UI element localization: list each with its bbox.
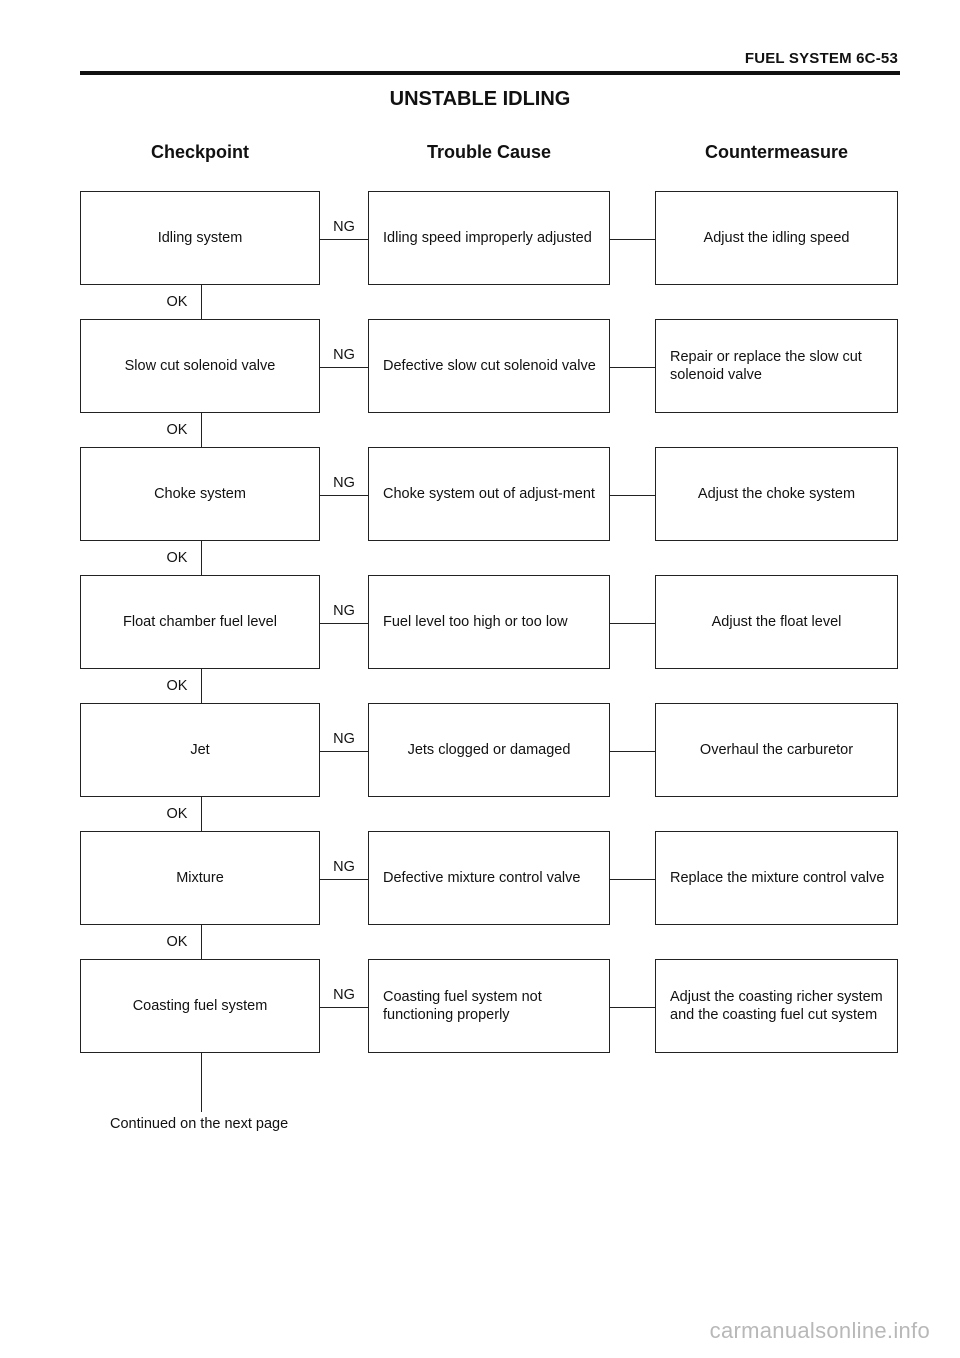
trouble-cause-label: Choke system out of adjust-ment [383, 486, 595, 502]
countermeasure-label: Adjust the choke system [697, 486, 856, 502]
trouble-cause-box [368, 703, 610, 797]
countermeasure-connector [610, 623, 655, 624]
column-header-countermeasure: Countermeasure [704, 142, 849, 162]
trouble-cause-label: Defective mixture control valve [383, 870, 581, 886]
countermeasure-box [655, 447, 898, 541]
checkpoint-label: Jet [190, 742, 210, 758]
ng-connector [320, 239, 368, 240]
continued-note: Continued on the next page [110, 1116, 289, 1132]
ok-label: OK [166, 806, 188, 822]
ng-label: NG [333, 731, 355, 747]
trouble-cause-box [368, 959, 610, 1053]
ng-label: NG [333, 987, 355, 1003]
checkpoint-label: Choke system [154, 486, 246, 502]
checkpoint-label: Coasting fuel system [132, 998, 268, 1014]
ng-connector [320, 495, 368, 496]
column-header-trouble-cause: Trouble Cause [426, 142, 552, 162]
ok-label: OK [166, 422, 188, 438]
trouble-cause-label: Idling speed improperly adjusted [383, 230, 592, 246]
countermeasure-label: Overhaul the carburetor [699, 742, 854, 758]
trouble-cause-label: Jets clogged or damaged [407, 742, 571, 758]
trouble-cause-box [368, 191, 610, 285]
countermeasure-label: Adjust the float level [711, 614, 842, 630]
checkpoint-box [80, 703, 320, 797]
checkpoint-label: Float chamber fuel level [123, 614, 277, 630]
checkpoint-box [80, 447, 320, 541]
trouble-cause-box [368, 319, 610, 413]
countermeasure-connector [610, 239, 655, 240]
ok-connector [201, 285, 202, 319]
countermeasure-connector [610, 1007, 655, 1008]
countermeasure-box [655, 703, 898, 797]
ng-connector [320, 623, 368, 624]
countermeasure-connector [610, 367, 655, 368]
ng-connector [320, 1007, 368, 1008]
ok-label: OK [166, 550, 188, 566]
checkpoint-box [80, 191, 320, 285]
countermeasure-connector [610, 879, 655, 880]
trouble-cause-label: Coasting fuel system not functioning properly [383, 989, 542, 1023]
header-rule [80, 71, 900, 75]
trouble-cause-label: Defective slow cut solenoid valve [383, 358, 596, 374]
countermeasure-box [655, 319, 898, 413]
countermeasure-box [655, 575, 898, 669]
ng-label: NG [333, 475, 355, 491]
checkpoint-label: Idling system [157, 230, 243, 246]
section-header: FUEL SYSTEM 6C-53 [744, 50, 898, 67]
watermark: carmanualsonline.info [709, 1318, 930, 1343]
countermeasure-label: Repair or replace the slow cut solenoid valve [670, 349, 862, 383]
ok-connector [201, 797, 202, 831]
page-title: UNSTABLE IDLING [389, 88, 571, 110]
ok-connector [201, 541, 202, 575]
countermeasure-box [655, 959, 898, 1053]
checkpoint-box [80, 831, 320, 925]
ok-connector [201, 413, 202, 447]
countermeasure-box [655, 831, 898, 925]
ng-connector [320, 367, 368, 368]
ng-label: NG [333, 859, 355, 875]
ok-label: OK [166, 934, 188, 950]
checkpoint-label: Mixture [176, 870, 224, 886]
checkpoint-box [80, 575, 320, 669]
ng-label: NG [333, 219, 355, 235]
countermeasure-label: Replace the mixture control valve [670, 870, 885, 886]
ng-label: NG [333, 603, 355, 619]
trouble-cause-label: Fuel level too high or too low [383, 614, 568, 630]
ng-connector [320, 879, 368, 880]
trouble-cause-box [368, 447, 610, 541]
countermeasure-box [655, 191, 898, 285]
ok-label: OK [166, 678, 188, 694]
trouble-cause-box [368, 575, 610, 669]
countermeasure-label: Adjust the coasting richer system and the coasting fuel cut system [670, 989, 883, 1023]
checkpoint-label: Slow cut solenoid valve [124, 358, 276, 374]
countermeasure-label: Adjust the idling speed [703, 230, 850, 246]
ok-connector [201, 669, 202, 703]
ng-connector [320, 751, 368, 752]
ok-label: OK [166, 294, 188, 310]
checkpoint-box [80, 959, 320, 1053]
ok-connector [201, 1053, 202, 1112]
column-header-checkpoint: Checkpoint [150, 142, 249, 162]
countermeasure-connector [610, 751, 655, 752]
checkpoint-box [80, 319, 320, 413]
ok-connector [201, 925, 202, 959]
countermeasure-connector [610, 495, 655, 496]
trouble-cause-box [368, 831, 610, 925]
ng-label: NG [333, 347, 355, 363]
